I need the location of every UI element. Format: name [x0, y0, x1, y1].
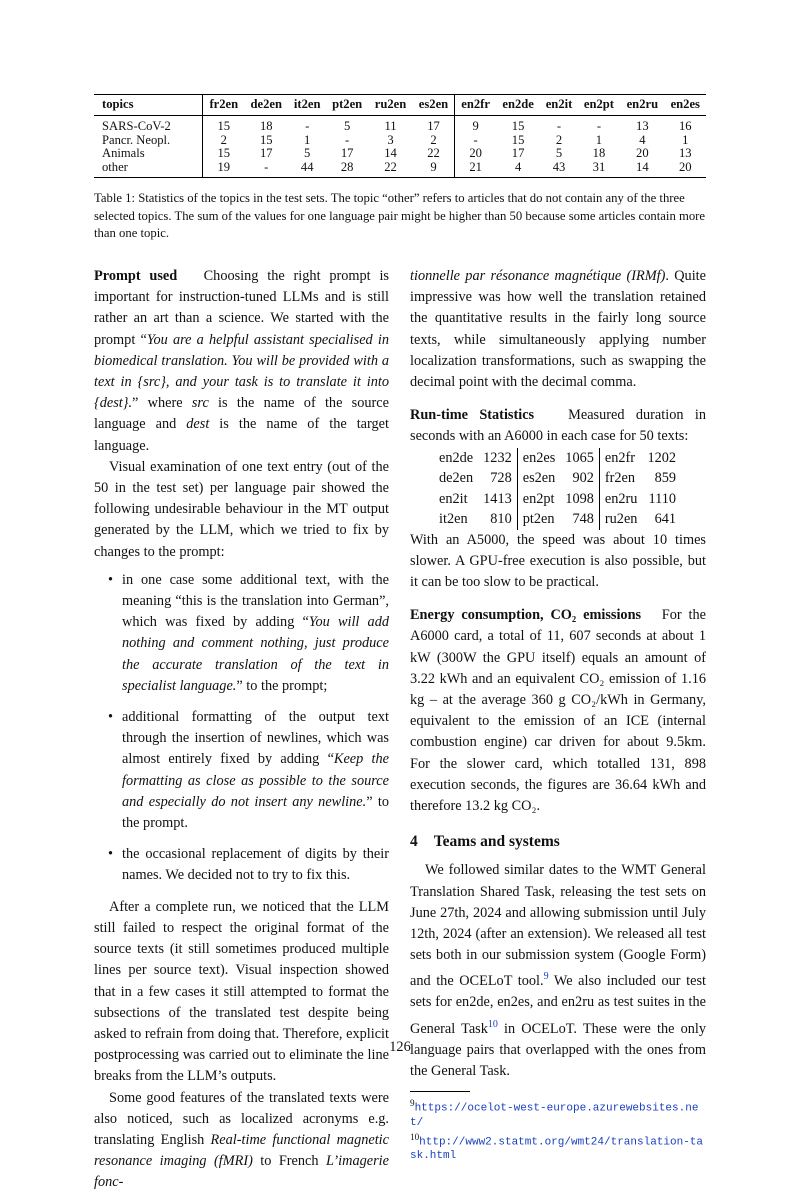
runtime-pair: en2pt	[522, 490, 555, 507]
list-item: • the occasional replacement of digits by their names. We decided not to try to fix this.	[122, 844, 389, 886]
table-cell: -	[264, 159, 269, 174]
table-cell: 1	[595, 132, 603, 147]
table-cell: 4	[514, 159, 522, 174]
table-cell: 20	[636, 146, 649, 161]
table-row	[94, 134, 706, 147]
runtime-seconds: 748	[560, 509, 599, 530]
runtime-seconds: 902	[560, 468, 599, 489]
table-cell: 13	[636, 119, 649, 134]
runtime-seconds: 641	[654, 511, 677, 528]
runtime-seconds: 728	[478, 468, 517, 489]
table-cell: 2	[555, 132, 563, 147]
a5000-paragraph: With an A5000, the speed was about 10 times slower. A GPU-free execution is also possible, but it can be too slow to be practical.	[410, 531, 706, 591]
right-column	[410, 266, 706, 1163]
runtime-seconds: 1098	[560, 489, 599, 510]
runtime-seconds: 1413	[478, 489, 517, 510]
footnote-ref-9[interactable]: 9	[543, 971, 549, 983]
table-cell: 19	[217, 159, 231, 174]
table-row	[94, 161, 706, 178]
table-cell: 15	[511, 119, 525, 134]
runtime-row	[434, 468, 681, 489]
table-cell: 21	[469, 159, 482, 174]
footnote-divider	[410, 1091, 470, 1092]
postprocessing-paragraph: After a complete run, we noticed that the LLM still failed to respect the original format of the source texts (it still sometimes produced multiple lines per source text). Visual inspection showed that in a few cases it still attempted to format the subsections of the translated test despite being asked to refrain from doing that. Therefore, explicit postprocessing was carried out to eliminate the line breaks from the LLM’s outputs.	[94, 898, 389, 1085]
table-row	[94, 147, 706, 160]
table-cell-topic: Animals	[94, 147, 203, 160]
good-features-continued: tionnelle par résonance magnétique (IRMf). Quite impressive was how well the translation retained the quantitative results in the fairly long source texts, while simultaneously applying number localization transformations, such as swapping the decimal point with the decimal comma.	[410, 268, 706, 391]
visual-exam-paragraph: Visual examination of one text entry (out of the 50 in the test set) per language pair showed the following undesirable behaviour in the MT output generated by the LLM, which we tried to fix by changes to the prompt:	[94, 458, 389, 560]
list-item: • additional formatting of the output text through the insertion of newlines, which was almost entirely fixed by adding “Keep the formatting as close as possible to the source and especially do not insert any newline.” to the prompt.	[122, 707, 389, 834]
table-header-cell: en2ru	[626, 97, 659, 111]
table-cell: 9	[472, 119, 479, 134]
table-cell-topic: SARS-CoV-2	[94, 116, 203, 134]
table-cell: 44	[300, 159, 314, 174]
table-cell: 5	[304, 146, 311, 161]
table-header-cell: en2de	[502, 97, 534, 111]
table-cell: 11	[384, 119, 397, 134]
runtime-pair: en2ru	[604, 490, 638, 507]
footnote-ref-10[interactable]: 10	[487, 1018, 498, 1030]
table-cell: 20	[469, 146, 482, 161]
footnote-10: $^{10}$http://www2.statmt.org/wmt24/translation-task.html	[410, 1131, 704, 1163]
table-cell: -	[596, 119, 602, 134]
table-header-cell: pt2en	[332, 97, 363, 111]
table-cell: -	[305, 119, 310, 134]
runtime-seconds: 1232	[478, 448, 517, 469]
table-cell: 13	[678, 146, 692, 161]
runtime-table	[434, 448, 681, 530]
table-cell: 22	[384, 159, 397, 174]
table-header-cell: it2en	[293, 97, 321, 111]
table-header-cell: en2it	[545, 97, 573, 111]
runtime-pair: en2it	[439, 490, 468, 507]
table-header-cell: en2pt	[583, 97, 614, 111]
page-number: 126	[389, 1039, 411, 1055]
runtime-paragraph: Run-time Statistics Measured duration in seconds with an A6000 in each case for 50 texts:	[410, 407, 706, 445]
table-cell: 14	[636, 159, 649, 174]
runtime-pair: it2en	[439, 511, 468, 528]
table-cell: 16	[678, 119, 692, 134]
runtime-pair: en2de	[439, 449, 474, 466]
energy-paragraph: Energy consumption, CO₂ emissions For the A6000 card, a total of 11, 607 seconds at about 1 kW (300W the GPU itself) equals an amount of 3.22 kWh and an equivalent CO₂ emission of 1.16 kg – at the average 360 g CO₂/kWh in Germany, equivalent to the emission of an ICE (internal combustion engine) car driven for about 9.5km. For the slower card, which totalled 131, 898 execution seconds, the figures are 36.64 kWh and therefore 13.2 kg CO₂.	[410, 607, 706, 815]
table-header-cell: ru2en	[374, 97, 407, 111]
runtime-seconds: 1110	[648, 490, 677, 507]
table-cell: 20	[678, 159, 692, 174]
teams-paragraph: We followed similar dates to the WMT General Translation Shared Task, releasing the test sets on June 27th, 2024 and allowing submission until July 12th, 2024 (after an extension). We released all test sets both in our submission system (Google Form) and the OCELoT tool.$^9$ We also included our test sets for en2de, en2es, and en2ru as test suites in the General Task$^{10}$ in OCELoT. These were the only language pairs that overlapped with the ones from the General Task.	[410, 862, 707, 1079]
table-cell: 18	[592, 146, 606, 161]
good-features-paragraph: Some good features of the translated texts were also noticed, such as localized acronyms e.g. translating English Real-time functional magnetic resonance imaging (fMRI) to French L’imagerie fonc-	[94, 1089, 390, 1191]
table-cell: 15	[217, 119, 231, 134]
runtime-row	[434, 448, 681, 469]
issues-list	[94, 570, 389, 887]
table-caption: Table 1: Statistics of the topics in the test sets. The topic “other” refers to articles that do not contain any of the three selected topics. The sum of the values for one language pair might be higher than 50 because some articles contain more than one topic.	[94, 191, 706, 241]
table-cell: 17	[259, 146, 273, 161]
table-cell: -	[473, 132, 478, 147]
table-cell: 4	[639, 132, 646, 147]
topics-table	[94, 94, 706, 178]
table-cell-topic: other	[94, 161, 203, 178]
table-header-cell: en2es	[670, 97, 700, 111]
table-cell: 15	[511, 132, 525, 147]
table-header-cell: de2en	[250, 97, 283, 111]
table-cell: -	[556, 119, 562, 134]
topics-table-container	[94, 94, 706, 178]
table-row	[94, 116, 706, 134]
table-cell: 3	[387, 132, 394, 147]
table-cell: 14	[384, 146, 397, 161]
table-cell: 9	[413, 161, 455, 178]
table-body	[94, 116, 706, 178]
runtime-pair: ru2en	[604, 511, 638, 528]
table-cell: 17	[340, 146, 354, 161]
runtime-row	[434, 489, 681, 510]
table-cell: 1	[304, 132, 311, 147]
table-header-cell: en2fr	[461, 97, 490, 111]
runtime-pair: es2en	[522, 470, 556, 487]
table-cell: 17	[511, 146, 525, 161]
runtime-row	[434, 509, 681, 530]
footnote-9-link[interactable]: https://ocelot-west-europe.azurewebsites.net/	[410, 1102, 699, 1129]
runtime-pair: pt2en	[522, 511, 555, 528]
table-cell: 43	[552, 159, 566, 174]
runtime-seconds: 859	[654, 470, 677, 487]
table-cell: 18	[259, 119, 273, 134]
table-cell: 15	[259, 132, 273, 147]
runtime-seconds: 810	[478, 509, 517, 530]
runtime-pair: de2en	[439, 470, 474, 487]
table-header-cell: topics	[94, 95, 203, 116]
prompt-paragraph: Prompt used Choosing the right prompt is important for instruction-tuned LLMs and is still rather an art than a science. We started with the prompt “You are a helpful assistant specialised in biomedical translation. You will be provided with a text in {src}, and your task is to translate it into {dest}.” where src is the name of the source language and dest is the name of the target language.	[94, 268, 389, 454]
table-header-cell: fr2en	[209, 97, 239, 111]
table-cell: 28	[340, 159, 354, 174]
runtime-pair: en2fr	[604, 449, 636, 466]
table-cell: -	[345, 132, 350, 147]
runtime-seconds: 1202	[647, 449, 677, 466]
footnote-9: $^9$https://ocelot-west-europe.azurewebsites.net/	[410, 1098, 699, 1129]
table-cell: 2	[413, 134, 455, 147]
list-item: • in one case some additional text, with the meaning “this is the translation into German”, which was fixed by adding “You will add nothing and comment nothing, just produce the accurate translation of the text in specialist language.” to the prompt;	[122, 570, 389, 697]
table-cell: 5	[343, 119, 351, 134]
footnote-10-link[interactable]: http://www2.statmt.org/wmt24/translation-task.html	[410, 1136, 704, 1163]
table-cell: 15	[217, 146, 231, 161]
table-cell: 31	[592, 159, 606, 174]
table-cell: 1	[682, 132, 689, 147]
runtime-pair: fr2en	[604, 470, 636, 487]
runtime-pair: en2es	[522, 449, 556, 466]
table-cell: 17	[413, 116, 455, 134]
runtime-heading: Run-time Statistics	[410, 407, 535, 424]
table-cell: 2	[220, 132, 227, 147]
runtime-seconds: 1065	[560, 448, 599, 469]
section-heading: 4 Teams and systems	[410, 833, 560, 851]
table-cell-topic: Pancr. Neopl.	[94, 134, 203, 147]
table-cell: 5	[555, 146, 563, 161]
prompt-heading: Prompt used	[94, 268, 178, 284]
table-cell: 22	[413, 147, 455, 160]
table-header-row	[94, 95, 706, 116]
table-header-cell: es2en	[413, 95, 455, 116]
energy-heading: Energy consumption, CO₂ emissions	[410, 607, 642, 624]
